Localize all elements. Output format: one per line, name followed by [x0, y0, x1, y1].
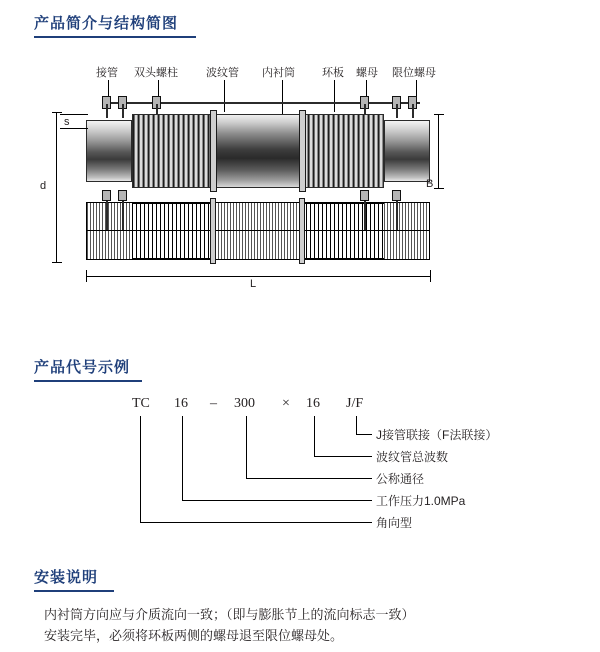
code-token-jf: J/F [346, 396, 364, 411]
pipe-cap-left [86, 120, 132, 182]
dim-d-line [56, 112, 57, 262]
dim-B-line [438, 114, 439, 188]
stud-right-1 [412, 104, 414, 118]
code-leader-16a [182, 416, 183, 500]
code-token-tc: TC [132, 396, 150, 411]
dim-d-tick-top [52, 112, 62, 113]
code-token-times: × [282, 396, 290, 411]
install-line-2: 安装完毕，必须将环板两侧的螺母退至限位螺母处。 [44, 628, 344, 643]
code-leader-300 [246, 416, 247, 478]
code-leader-tc [140, 416, 141, 522]
callout-label-bowenguan: 波纹管 [206, 67, 239, 79]
code-connector-300 [246, 478, 372, 479]
plan-nut-right-1 [392, 190, 401, 201]
callout-label-jieguan: 接管 [96, 67, 118, 79]
pipe-center [214, 114, 302, 188]
section-title-install: 安装说明 [34, 569, 99, 586]
section-rule-install [34, 590, 114, 592]
code-desc-jf: J接管联接（F法联接） [376, 428, 498, 442]
bellow-left [132, 114, 214, 188]
code-connector-tc [140, 522, 372, 523]
leader-huanban [334, 80, 335, 112]
product-code-diagram [34, 396, 566, 536]
stud-right-2 [396, 104, 398, 118]
plan-bellow-right [302, 203, 384, 259]
callout-label-shuangtouluozhu: 双头螺柱 [134, 67, 178, 79]
ring-plate-left [210, 110, 217, 192]
dim-L-tick-left [86, 270, 87, 282]
code-token-300: 300 [234, 396, 255, 411]
install-line-1: 内衬筒方向应与介质流向一致；（即与膨胀节上的流向标志一致） [44, 607, 415, 622]
plan-ring-plate-right [299, 198, 305, 264]
code-desc-16a: 工作压力1.0MPa [376, 494, 466, 508]
dim-s-line-top [60, 114, 88, 115]
install-instructions [44, 604, 564, 646]
code-token-16a: 16 [174, 396, 188, 411]
dim-B-tick-top [434, 114, 444, 115]
code-token-dash: – [210, 396, 217, 411]
dim-L-tick-right [430, 270, 431, 282]
stud-left-2 [122, 104, 124, 118]
code-leader-16b [314, 416, 315, 456]
code-desc-16b: 波纹管总波数 [376, 450, 449, 464]
bellow-right [302, 114, 384, 188]
dim-L-line [86, 276, 430, 277]
plan-hatch-center [215, 203, 301, 259]
section-rule-code [34, 380, 142, 382]
plan-bellow-left [132, 203, 214, 259]
callout-label-luomu: 螺母 [356, 67, 378, 79]
plan-nut-left-2 [118, 190, 127, 201]
ring-plate-right [299, 110, 306, 192]
code-connector-16b [314, 456, 372, 457]
dim-label-s: s [64, 116, 70, 128]
stud-left-1 [106, 104, 108, 118]
dim-s-line-bottom [60, 128, 88, 129]
plan-nut-right-2 [360, 190, 369, 201]
code-token-16b: 16 [306, 396, 320, 411]
pipe-cap-right [384, 120, 430, 182]
plan-centerline [86, 230, 430, 231]
dim-label-d: d [40, 180, 47, 192]
callout-label-neichentong: 内衬筒 [262, 67, 295, 79]
code-desc-tc: 角向型 [376, 516, 413, 530]
dim-label-L: L [250, 278, 257, 290]
plan-hatch-left [87, 203, 132, 259]
section-title-code: 产品代号示例 [34, 359, 131, 376]
code-leader-jf [356, 416, 357, 434]
plan-ring-plate-left [210, 198, 216, 264]
plan-nut-left-1 [102, 190, 111, 201]
dim-d-tick-bottom [52, 262, 62, 263]
code-connector-16a [182, 500, 372, 501]
code-desc-300: 公称通径 [376, 472, 425, 486]
dim-B-tick-bottom [434, 188, 444, 189]
dim-label-B: B [426, 178, 434, 190]
callout-label-xianweiluomu: 限位螺母 [392, 67, 436, 79]
callout-label-huanban: 环板 [322, 67, 344, 79]
section-rule-structure [34, 36, 196, 38]
structure-diagram [34, 62, 566, 292]
plan-hatch-right [384, 203, 429, 259]
section-title-structure: 产品简介与结构简图 [34, 15, 179, 32]
code-connector-jf [356, 434, 372, 435]
leader-bowenguan [224, 80, 225, 112]
